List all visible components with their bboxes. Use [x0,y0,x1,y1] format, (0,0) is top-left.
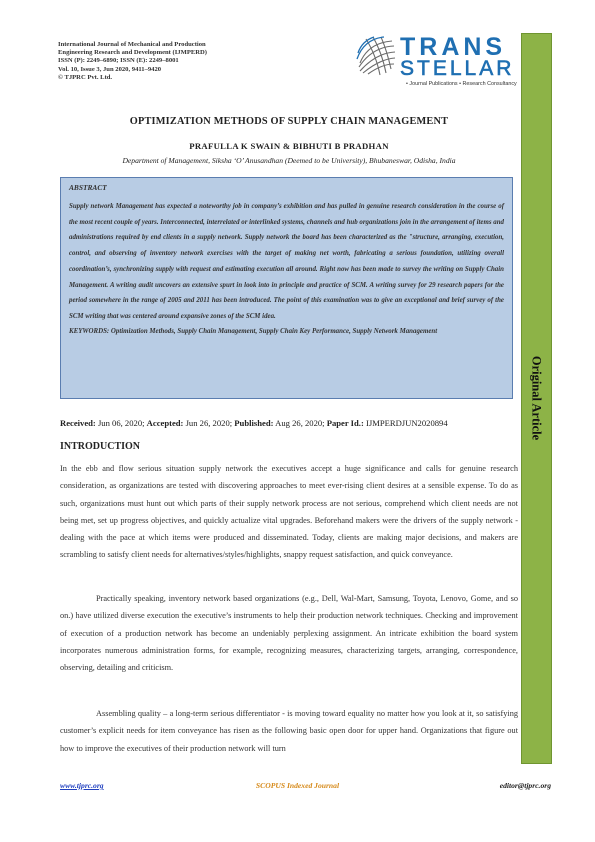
intro-paragraph-2: Practically speaking, inventory network based organizations (e.g., Dell, Wal-Mart, Samsung, Toyota, Lenovo, Gome, and so on.) have utilized diverse execution the executive’s instruments to help their production network techniques. Checking and improvement of execution of a production network has become an undeniably perplexing assignment. An intricate exhibition the board system incorporates numerous administration forms, for example, recognizing measures, characterizing targets, arranging, correspondence, observing, detailing and criticism. [60,594,518,673]
journal-header [58,41,318,82]
abstract-body: Supply network Management has expected a noteworthy job in company’s exhibition and has pulled in genuine research consideration in the course of the most recent couple of years. Interconnected, interrelated or interlinked systems, channels and hub organizations join in the arrangement of items and administrations required by end clients in a supply network. Supply network the board has been characterized as the "structure, arranging, execution, control, and observing of inventory network exercises with the target of making net worth, fabricating a serious foundation, utilizing overall coordination’s, synchronizing supply with request and estimating execution all around. Right now has been made to survey the writing on Supply Chain Management. A writing audit uncovers an extensive spurt in look into in principle and practice of SCM. A writing survey for 29 research papers for the period somewhere in the range of 2005 and 2011 has been introduced. The point of this examination was to give an exceptional and brief survey of the SCM writing that was centered around expansive zones of the SCM idea. [69,203,504,320]
paper-id: IJMPERDJUN2020894 [365,418,448,428]
journal-name-line2: Engineering Research and Development (IJMPERD) [58,49,207,57]
intro-paragraph-1: In the ebb and flow serious situation supply network the executives accept a huge significance and calls for genuine research consideration, as organizations are tested with discovering approaches to meet ever-rising client desires at a sensible expense. To do as such, organizations must hunt out which parts of their supply network process are not serious, comprehend which client needs are not being met, set up progress objectives, and quickly actualize vital upgrades. Beforehand makers were the drivers of the supply network - dealing with the pace at which items were produced and disseminated. Today, clients are making major decisions, and makers are scrambling to satisfy client needs for alternatives/styles/highlights, snappy request satisfaction, and quick conveyance. [60,464,518,560]
received-label: Received: [60,418,96,428]
author-affiliation: Department of Management, Siksha ‘O’ Anusandhan (Deemed to be University), Bhubaneswar, Odisha, India [122,156,456,165]
article-title: OPTIMIZATION METHODS OF SUPPLY CHAIN MANAGEMENT [129,116,449,127]
article-authors: PRAFULLA K SWAIN & BIBHUTI B PRADHAN [189,141,389,151]
website-link[interactable]: www.tjprc.org [60,781,104,790]
transstellar-logo [354,33,524,91]
paper-id-label: Paper Id.: [326,418,364,428]
abstract-heading: ABSTRACT [69,183,107,192]
accepted-date: Jun 26, 2020; [185,418,233,428]
publication-dates [60,418,518,428]
intro-paragraph-3: Assembling quality – a long-term serious differentiator - is moving toward equality no matter how you look at it, so satisfying customer’s explicit needs for item conveyance has risen as the following basic open door for upper hand. Organizations that figure out how to improve the executives of their production network will turn [60,709,518,753]
journal-name-line1: International Journal of Mechanical and Production [58,41,206,48]
introduction-heading: INTRODUCTION [60,441,141,452]
received-date: Jun 06, 2020; [97,418,145,428]
logo-tagline: • Journal Publications • Research Consultancy [406,81,517,87]
logo-stellar-text: STELLAR [400,57,515,80]
accepted-label: Accepted: [146,418,184,428]
volume-line: Vol. 10, Issue 3, Jun 2020, 9411–9420 [58,65,162,73]
abstract-box [60,177,513,399]
published-date: Aug 26, 2020; [275,418,325,428]
logo-trans-text: TRANS [400,33,507,61]
globe-icon [354,33,398,77]
abstract-keywords: KEYWORDS: Optimization Methods, Supply Chain Management, Supply Chain Key Performance, Supply Network Management [69,327,438,335]
published-label: Published: [234,418,274,428]
copyright-line: © TJPRC Pvt. Ltd. [58,73,113,81]
issn-line: ISSN (P): 2249–6890; ISSN (E): 2249–8001 [58,57,179,65]
editor-email: editor@tjprc.org [499,781,551,790]
indexing-note: SCOPUS Indexed Journal [255,781,340,790]
article-type-label: Original Article [529,355,544,441]
